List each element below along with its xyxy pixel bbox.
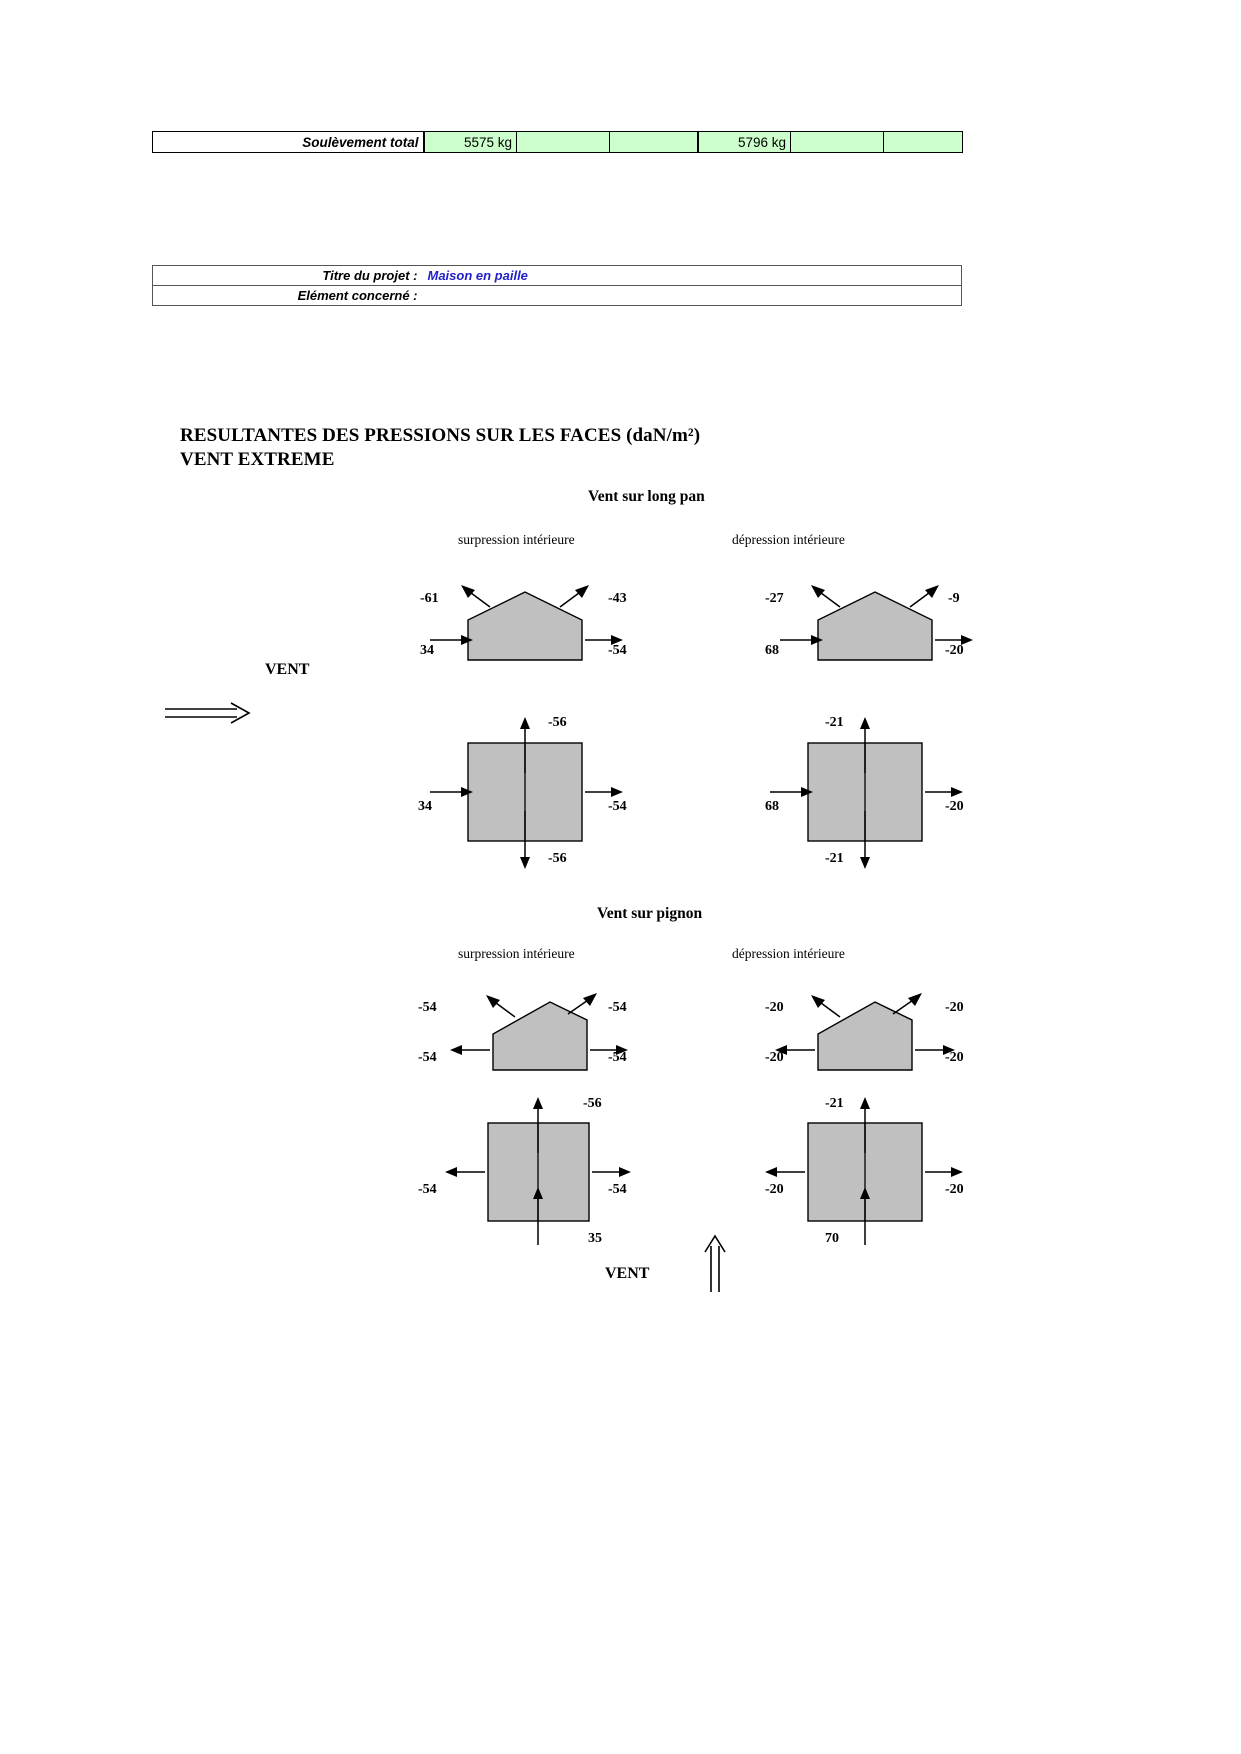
- value-pignon-depression-plan-right: -20: [945, 1182, 964, 1197]
- value-pignon-depression-roof-bottom-left: -20: [765, 1050, 784, 1065]
- value-long-pan-depression-roof-bottom-right: -20: [945, 643, 964, 658]
- page-title-line2: VENT EXTREME: [180, 449, 335, 470]
- soulevement-cell-5: [791, 132, 884, 153]
- wind-direction-arrow-left-icon: [165, 700, 255, 730]
- value-long-pan-surpression-roof-bottom-left: 34: [420, 643, 434, 658]
- value-pignon-surpression-plan-left: -54: [418, 1182, 437, 1197]
- soulevement-cell-6: [884, 132, 963, 153]
- value-pignon-surpression-roof-top-left: -54: [418, 1000, 437, 1015]
- value-pignon-surpression-roof-bottom-left: -54: [418, 1050, 437, 1065]
- value-pignon-depression-roof-bottom-right: -20: [945, 1050, 964, 1065]
- soulevement-total-table: [152, 131, 963, 153]
- section-heading-long-pan: Vent sur long pan: [588, 488, 705, 505]
- soulevement-cell-1: 5575 kg: [424, 132, 517, 153]
- project-element-row: [153, 286, 962, 306]
- page-title-line1: RESULTANTES DES PRESSIONS SUR LES FACES (daN/m²): [180, 425, 701, 446]
- value-pignon-surpression-plan-bottom: 35: [588, 1231, 602, 1246]
- project-info-table: [152, 265, 962, 306]
- value-pignon-surpression-roof-top-right: -54: [608, 1000, 627, 1015]
- value-long-pan-surpression-roof-top-left: -61: [420, 591, 439, 606]
- value-pignon-depression-plan-left: -20: [765, 1182, 784, 1197]
- value-long-pan-depression-plan-right: -20: [945, 799, 964, 814]
- wind-direction-label-left: VENT: [265, 661, 310, 678]
- value-long-pan-surpression-roof-top-right: -43: [608, 591, 627, 606]
- value-pignon-depression-roof-top-left: -20: [765, 1000, 784, 1015]
- project-element-label: Elément concerné :: [153, 286, 423, 306]
- project-element-value[interactable]: [423, 286, 962, 306]
- value-pignon-depression-roof-top-right: -20: [945, 1000, 964, 1015]
- soulevement-cell-3: [610, 132, 698, 153]
- case-label-surpression-pignon: surpression intérieure: [458, 946, 575, 961]
- value-long-pan-surpression-roof-bottom-right: -54: [608, 643, 627, 658]
- case-label-depression-pignon: dépression intérieure: [732, 946, 845, 961]
- value-long-pan-surpression-plan-top: -56: [548, 715, 567, 730]
- soulevement-total-label: Soulèvement total: [153, 132, 424, 153]
- soulevement-cell-2: [517, 132, 610, 153]
- value-long-pan-surpression-plan-right: -54: [608, 799, 627, 814]
- case-label-depression-long-pan: dépression intérieure: [732, 532, 845, 547]
- value-pignon-depression-plan-top: -21: [825, 1096, 844, 1111]
- diagram-long-pan-depression-elevation: [805, 580, 995, 670]
- value-long-pan-depression-roof-top-left: -27: [765, 591, 784, 606]
- value-pignon-surpression-plan-right: -54: [608, 1182, 627, 1197]
- value-long-pan-surpression-plan-bottom: -56: [548, 851, 567, 866]
- project-title-row: [153, 266, 962, 286]
- wind-direction-label-bottom: VENT: [605, 1265, 650, 1282]
- project-title-value[interactable]: Maison en paille: [423, 266, 962, 286]
- value-long-pan-depression-plan-left: 68: [765, 799, 779, 814]
- value-long-pan-surpression-plan-left: 34: [418, 799, 432, 814]
- value-long-pan-depression-plan-bottom: -21: [825, 851, 844, 866]
- section-heading-pignon: Vent sur pignon: [597, 905, 703, 922]
- value-long-pan-depression-plan-top: -21: [825, 715, 844, 730]
- value-pignon-surpression-plan-top: -56: [583, 1096, 602, 1111]
- wind-direction-arrow-bottom-icon: [703, 1234, 733, 1294]
- case-label-surpression-long-pan: surpression intérieure: [458, 532, 575, 547]
- value-long-pan-depression-roof-top-right: -9: [948, 591, 960, 606]
- value-pignon-depression-plan-bottom: 70: [825, 1231, 839, 1246]
- page-title: [180, 424, 700, 472]
- diagram-pignon-surpression-plan: [475, 1095, 675, 1255]
- diagram-pignon-surpression-elevation: [480, 990, 670, 1080]
- soulevement-cell-4: 5796 kg: [698, 132, 791, 153]
- project-title-label: Titre du projet :: [153, 266, 423, 286]
- table-row: [153, 132, 963, 153]
- value-pignon-surpression-roof-bottom-right: -54: [608, 1050, 627, 1065]
- diagram-pignon-depression-elevation: [805, 990, 995, 1080]
- value-long-pan-depression-roof-bottom-left: 68: [765, 643, 779, 658]
